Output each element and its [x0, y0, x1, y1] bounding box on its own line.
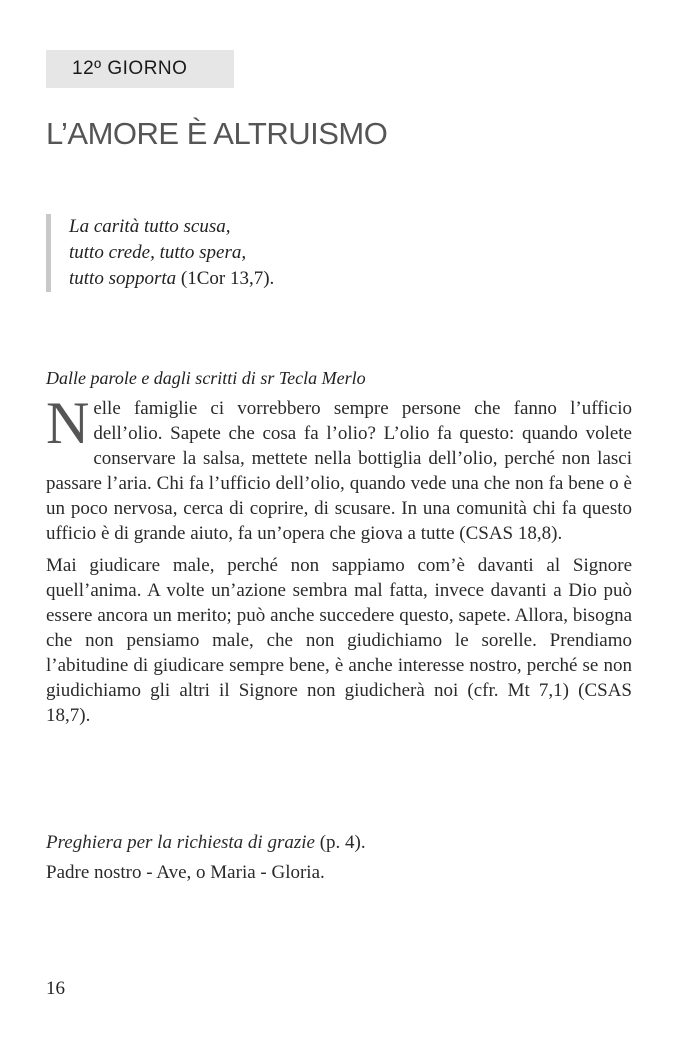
prayer-line [46, 828, 366, 858]
prayer-title: Preghiera per la richiesta di grazie [46, 832, 315, 853]
paragraph [46, 553, 632, 728]
quote-line: tutto crede, tutto spera, [69, 242, 247, 263]
quote-line: La carità tutto scusa, [69, 216, 231, 237]
page-number: 16 [46, 978, 65, 999]
paragraph [46, 390, 632, 546]
prayer-list: Padre nostro - Ave, o Maria - Gloria. [46, 862, 325, 883]
paragraph-text: Mai giudicare male, perché non sappiamo com’è davanti al Signore quell’anima. A volte un’azione sembra mal fatta, invece davanti a Dio può essere ancora un merito; può anche succedere questo, sapete. Allora, bisogna che non pensiamo male, che non giudichiamo le sorelle. Prendiamo l’abitudine di giudicare sempre bene, è anche interesse nostro, perché se non giudichiamo gli altri il Signore non giudicherà noi (cfr. Mt 7,1) (CSAS 18,7). [46, 555, 632, 726]
quote-reference: (1Cor 13,7). [180, 268, 275, 289]
page-title: L’AMORE È ALTRUISMO [46, 116, 388, 151]
body-text [46, 390, 632, 735]
prayer-section [46, 828, 366, 888]
paragraph-text: elle famiglie ci vorrebbero sempre persone che fanno l’ufficio dell’olio. Sapete che cosa fa l’olio? L’olio fa questo: quando volete conservare la salsa, mettete nella bottiglia dell’olio, perché non lasci passare l’aria. Chi fa l’ufficio dell’olio, quando vede una che non fa bene o è un poco nervosa, cerca di coprire, di scusare. In una comunità chi fa questo ufficio è di grande aiuto, fa un’opera che giova a tutte (CSAS 18,8). [46, 398, 632, 544]
quote-line-text: tutto sopporta [69, 268, 177, 289]
quote-line-last [69, 266, 629, 292]
source-heading: Dalle parole e dagli scritti di sr Tecla Merlo [46, 368, 366, 388]
day-label: 12º GIORNO [46, 50, 234, 88]
drop-cap: N [46, 390, 90, 456]
scripture-quote [46, 214, 629, 292]
prayer-page-ref: (p. 4). [314, 832, 366, 853]
